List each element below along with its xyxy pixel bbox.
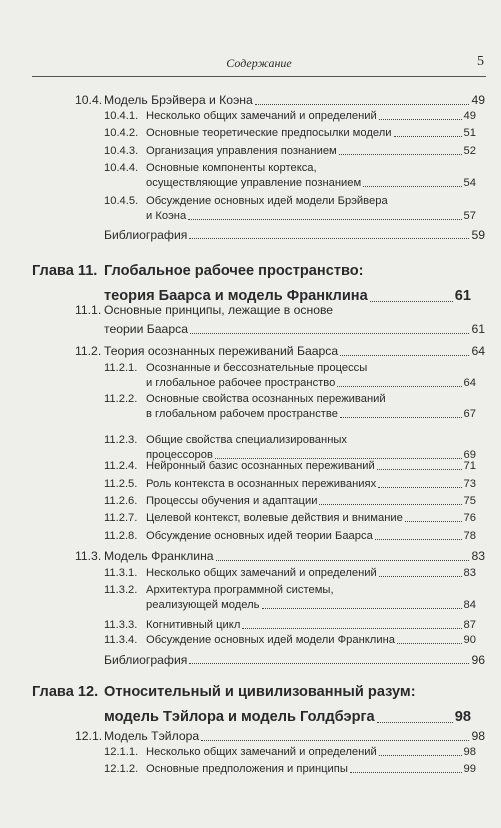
dot-leader [394, 136, 462, 137]
toc-title-line: Глобальное рабочее пространство: [104, 263, 364, 279]
toc-number: 11.2.3. [104, 434, 138, 446]
toc-page-number: 73 [463, 478, 476, 490]
toc-page-number: 51 [463, 127, 476, 139]
toc-page-number: 57 [463, 210, 476, 222]
dot-leader [363, 186, 461, 187]
toc-title-line: теория Баарса и модель Франклина [104, 288, 368, 304]
toc-page-number: 98 [454, 709, 471, 725]
toc-number: 11.1. [75, 303, 102, 317]
dot-leader [215, 458, 462, 459]
dot-leader [350, 772, 462, 773]
toc-page-number: 49 [463, 110, 476, 122]
page-number: 5 [477, 54, 484, 69]
page-header [32, 56, 486, 77]
dot-leader [405, 521, 462, 522]
toc-subsection [104, 127, 476, 140]
toc-page-number: 76 [463, 512, 476, 524]
toc-number: 11.2. [75, 344, 102, 358]
toc-page-number: 49 [471, 93, 485, 107]
dot-leader [319, 504, 461, 505]
toc-title-line: Основные принципы, лежащие в основе [104, 303, 334, 317]
toc-page-number: 59 [471, 228, 485, 242]
toc-subsection [104, 393, 476, 421]
toc-subsection [104, 162, 476, 190]
toc-subsection [104, 530, 476, 543]
toc-page-number: 71 [463, 460, 476, 472]
toc-title-line: Обсуждение основных идей модели Франклина [146, 634, 395, 646]
toc-section [75, 92, 485, 108]
toc-title-line: и Коэна [146, 210, 187, 222]
toc-page-number: 98 [463, 746, 476, 758]
toc-number: 11.3.2. [104, 584, 138, 596]
toc-title-line: модель Тэйлора и модель Голдбэрга [104, 709, 375, 725]
toc-subsection [104, 362, 476, 390]
toc-number: 12.1.2. [104, 763, 139, 775]
dot-leader [397, 643, 462, 644]
toc-subsection [104, 584, 476, 612]
toc-title-line: Несколько общих замечаний и определений [146, 746, 377, 758]
toc-page-number: 54 [463, 177, 476, 189]
toc-page-number: 83 [463, 567, 476, 579]
toc-subsection [104, 746, 476, 759]
toc-title-line: в глобальном рабочем пространстве [146, 408, 338, 420]
dot-leader [189, 238, 469, 239]
toc-page-number: 83 [471, 549, 485, 563]
toc-section [75, 728, 485, 744]
dot-leader [379, 576, 462, 577]
toc-number: 11.3.1. [104, 567, 138, 579]
toc-bibliography [104, 654, 485, 667]
toc-number: 11.2.2. [104, 393, 138, 405]
dot-leader [242, 628, 461, 629]
toc-subsection [104, 619, 476, 632]
dot-leader [216, 560, 470, 561]
toc-title-line: Осознанные и бессознательные процессы [146, 362, 368, 374]
dot-leader [190, 333, 469, 334]
toc-bibliography [104, 229, 485, 242]
toc-subsection [104, 195, 476, 223]
toc-subsection [104, 634, 476, 647]
toc-subsection [104, 512, 476, 525]
toc-number: 11.3. [75, 549, 102, 563]
toc-number: 10.4.5. [104, 195, 139, 207]
toc-title-line: и глобальное рабочее пространство [146, 377, 336, 389]
toc-number: 10.4.1. [104, 110, 139, 122]
toc-subsection [104, 434, 476, 462]
toc-subsection [104, 495, 476, 508]
dot-leader [340, 355, 469, 356]
toc-title-line: Несколько общих замечаний и определений [146, 110, 377, 122]
toc-section [75, 302, 485, 337]
toc-title-line: Обсуждение основных идей теории Баарса [146, 530, 373, 542]
dot-leader [379, 755, 462, 756]
toc-subsection [104, 763, 476, 776]
toc-subsection [104, 110, 476, 123]
toc-number: 10.4. [75, 93, 103, 107]
toc-page-number: 96 [471, 653, 485, 667]
toc-subsection [104, 478, 476, 491]
toc-number: 10.4.2. [104, 127, 139, 139]
toc-page-number: 98 [471, 729, 485, 743]
toc-page-number: 75 [463, 495, 476, 507]
dot-leader [377, 722, 453, 723]
toc-number: 11.3.4. [104, 634, 138, 646]
toc-number: 11.2.4. [104, 460, 138, 472]
toc-number: 12.1. [75, 729, 103, 743]
running-title: Содержание [226, 56, 292, 70]
dot-leader [379, 119, 462, 120]
toc-page-number: 61 [471, 322, 485, 336]
toc-title-line: Библиография [104, 653, 188, 667]
dot-leader [189, 663, 469, 664]
toc-number: Глава 11. [32, 263, 98, 279]
toc-title-line: Основные свойства осознанных переживаний [146, 393, 386, 405]
toc-number: Глава 12. [32, 684, 99, 700]
toc-page-number: 64 [463, 377, 476, 389]
toc-subsection [104, 567, 476, 580]
toc-page-number: 84 [463, 599, 476, 611]
toc-number: 11.3.3. [104, 619, 138, 631]
toc-page-number: 52 [463, 145, 476, 157]
dot-leader [255, 104, 470, 105]
toc-title-line: Роль контекста в осознанных переживаниях [146, 478, 377, 490]
dot-leader [339, 154, 462, 155]
toc-title-line: теории Баарса [104, 322, 188, 336]
dot-leader [340, 417, 462, 418]
toc-title-line: Основные предположения и принципы [146, 763, 348, 775]
toc-page-number: 61 [454, 288, 471, 304]
toc-number: 11.2.5. [104, 478, 138, 490]
toc-page-number: 99 [463, 763, 476, 775]
toc-title-line: Нейронный базис осознанных переживаний [146, 460, 375, 472]
toc-number: 12.1.1. [104, 746, 139, 758]
toc-number: 11.2.6. [104, 495, 138, 507]
toc-title-line: Основные компоненты кортекса, [146, 162, 317, 174]
toc-page-number: 90 [463, 634, 476, 646]
toc-title-line: Целевой контекст, волевые действия и внимание [146, 512, 403, 524]
toc-number: 11.2.7. [104, 512, 138, 524]
dot-leader [378, 487, 461, 488]
toc-title-line: Модель Брэйвера и Коэна [104, 93, 253, 107]
toc-title-line: реализующей модель [146, 599, 260, 611]
toc-title-line: Общие свойства специализированных [146, 434, 348, 446]
toc-subsection [104, 145, 476, 158]
toc-title-line: Основные теоретические предпосылки модели [146, 127, 392, 139]
dot-leader [188, 219, 461, 220]
toc-section [75, 343, 485, 359]
dot-leader [377, 469, 462, 470]
toc-page-number: 87 [463, 619, 476, 631]
toc-title-line: Модель Франклина [104, 549, 214, 563]
toc-number: 11.2.1. [104, 362, 138, 374]
toc-number: 10.4.3. [104, 145, 139, 157]
dot-leader [201, 740, 469, 741]
toc-title-line: процессоров [146, 449, 213, 461]
toc-title-line: Несколько общих замечаний и определений [146, 567, 377, 579]
toc-title-line: Модель Тэйлора [104, 729, 200, 743]
toc-title-line: Относительный и цивилизованный разум: [104, 684, 416, 700]
toc-page-number: 78 [463, 530, 476, 542]
toc-title-line: Архитектура программной системы, [146, 584, 334, 596]
toc-section [75, 548, 485, 564]
toc-title-line: Обсуждение основных идей модели Брэйвера [146, 195, 388, 207]
toc-title-line: Организация управления познанием [146, 145, 337, 157]
dot-leader [375, 539, 462, 540]
toc-page-number: 64 [471, 344, 485, 358]
toc-title-line: Процессы обучения и адаптации [146, 495, 318, 507]
toc-number: 11.2.8. [104, 530, 138, 542]
toc-page-number: 67 [463, 408, 476, 420]
toc-title-line: Теория осознанных переживаний Баарса [104, 344, 339, 358]
dot-leader [337, 386, 461, 387]
toc-title-line: Библиография [104, 228, 188, 242]
toc-title-line: осуществляющие управление познанием [146, 177, 362, 189]
toc-chapter [32, 262, 471, 305]
toc-page-number: 69 [463, 449, 476, 461]
toc-subsection [104, 460, 476, 473]
toc-chapter [32, 683, 471, 726]
toc-title-line: Когнитивный цикл [146, 619, 241, 631]
dot-leader [262, 608, 462, 609]
toc-number: 10.4.4. [104, 162, 139, 174]
